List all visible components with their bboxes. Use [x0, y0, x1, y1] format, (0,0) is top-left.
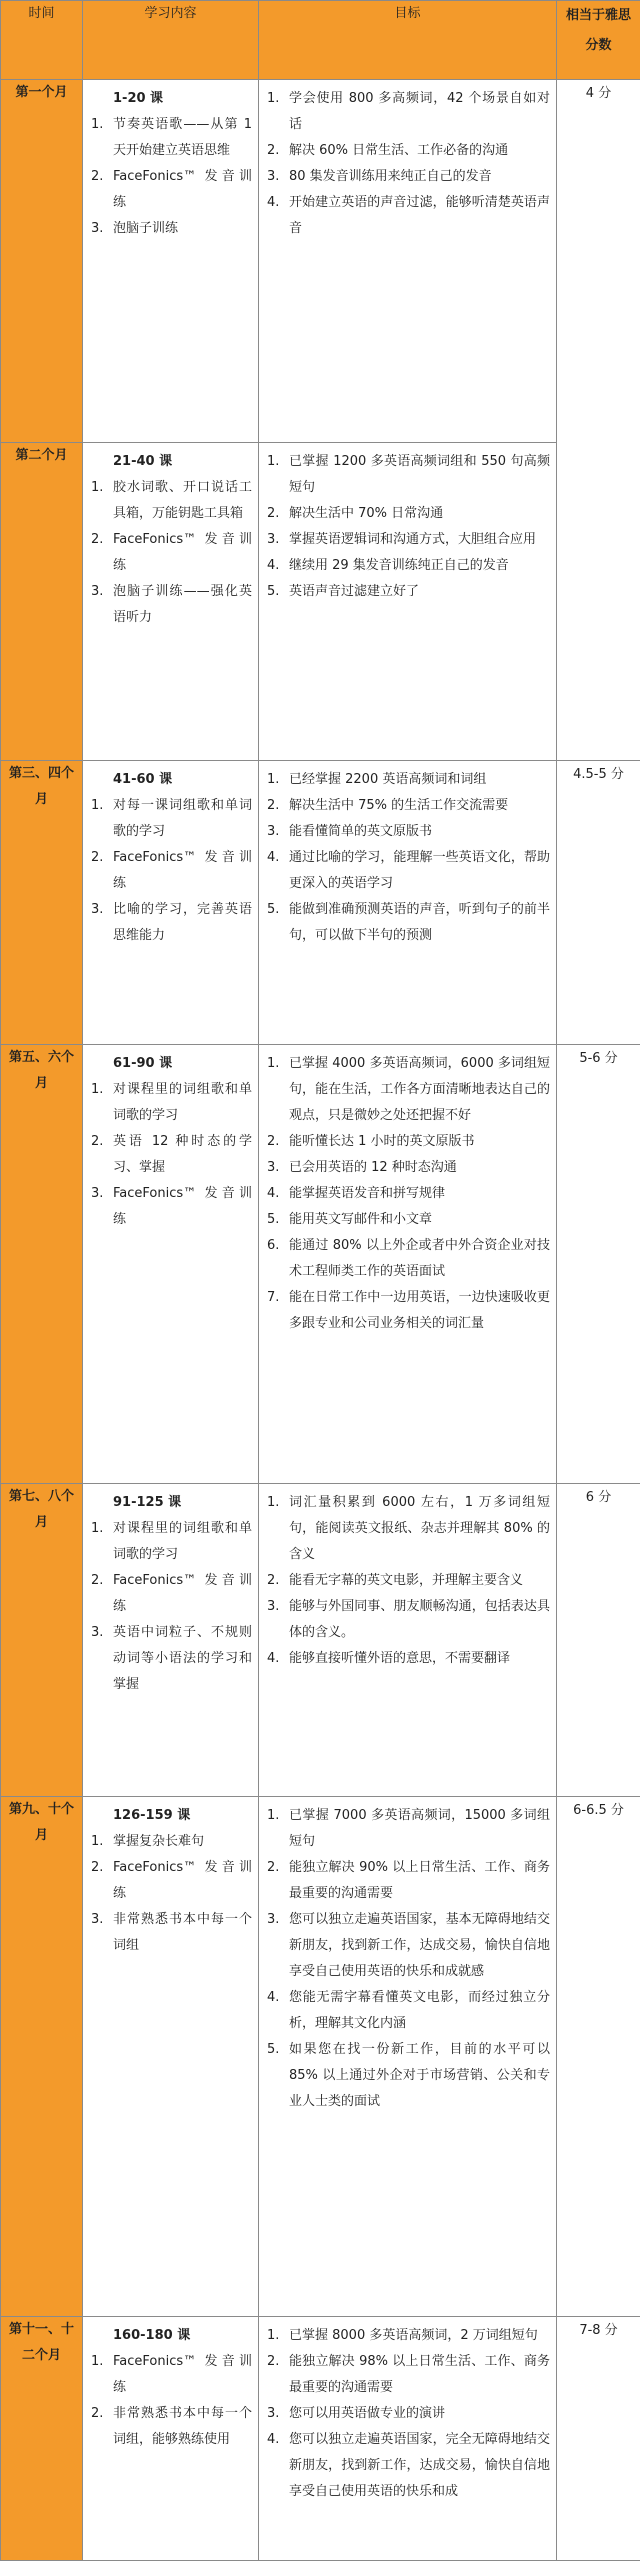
period-cell: 第五、六个月: [1, 1045, 83, 1484]
goal-list: [267, 1051, 550, 1337]
list-item: 1. 对课程里的词组歌和单词歌的学习: [91, 1077, 252, 1129]
content-cell: [83, 2317, 259, 2561]
content-list: [91, 793, 252, 949]
table-row: [1, 80, 640, 443]
content-list: [91, 475, 252, 631]
content-cell: [83, 80, 259, 443]
lesson-range: 1-20 课: [91, 86, 252, 112]
header-content: 学习内容: [83, 1, 259, 80]
list-item: 2. FaceFonics™ 发音训练: [91, 527, 252, 579]
score-cell: 4 分: [557, 80, 640, 761]
period-cell: 第一个月: [1, 80, 83, 443]
header-goal: 目标: [259, 1, 557, 80]
list-item: 5. 英语声音过滤建立好了: [267, 579, 550, 605]
list-item: 4. 通过比喻的学习，能理解一些英语文化，帮助更深入的英语学习: [267, 845, 550, 897]
list-item: 3. 您可以独立走遍英语国家，基本无障碍地结交新朋友，找到新工作，达成交易，愉快自信地享受自己使用英语的快乐和成就感: [267, 1907, 550, 1985]
list-item: 1. 节奏英语歌——从第 1 天开始建立英语思维: [91, 112, 252, 164]
list-item: 1. 对每一课词组歌和单词歌的学习: [91, 793, 252, 845]
period-cell: 第九、十个月: [1, 1797, 83, 2317]
period-cell: 第七、八个月: [1, 1484, 83, 1797]
content-list: [91, 1077, 252, 1233]
goal-list: [267, 767, 550, 949]
goal-cell: [259, 1484, 557, 1797]
list-item: 2. 能独立解决 98% 以上日常生活、工作、商务最重要的沟通需要: [267, 2349, 550, 2401]
list-item: 3. 能够与外国同事、朋友顺畅沟通，包括表达具体的含义。: [267, 1594, 550, 1646]
score-cell: 6 分: [557, 1484, 640, 1797]
score-cell: 4.5-5 分: [557, 761, 640, 1045]
list-item: 3. 泡脑子训练——强化英语听力: [91, 579, 252, 631]
list-item: 3. FaceFonics™ 发音训练: [91, 1181, 252, 1233]
list-item: 2. 解决 60% 日常生活、工作必备的沟通: [267, 138, 550, 164]
list-item: 1. FaceFonics™ 发音训练: [91, 2349, 252, 2401]
list-item: 5. 如果您在找一份新工作，目前的水平可以 85% 以上通过外企对于市场营销、公关和专业人士类的面试: [267, 2037, 550, 2115]
list-item: 2. 能独立解决 90% 以上日常生活、工作、商务最重要的沟通需要: [267, 1855, 550, 1907]
score-cell: 6-6.5 分: [557, 1797, 640, 2317]
lesson-range: 21-40 课: [91, 449, 252, 475]
list-item: 2. FaceFonics™ 发音训练: [91, 164, 252, 216]
lesson-range: 41-60 课: [91, 767, 252, 793]
header-period: 时间: [1, 1, 83, 80]
goal-cell: [259, 761, 557, 1045]
list-item: 4. 能掌握英语发音和拼写规律: [267, 1181, 550, 1207]
content-cell: [83, 1797, 259, 2317]
list-item: 1. 已经掌握 2200 英语高频词和词组: [267, 767, 550, 793]
list-item: 4. 继续用 29 集发音训练纯正自己的发音: [267, 553, 550, 579]
goal-list: [267, 1490, 550, 1672]
goal-list: [267, 449, 550, 605]
period-cell: 第二个月: [1, 443, 83, 761]
list-item: 5. 能用英文写邮件和小文章: [267, 1207, 550, 1233]
table-header-row: [1, 1, 640, 80]
goal-cell: [259, 80, 557, 443]
list-item: 2. FaceFonics™ 发音训练: [91, 845, 252, 897]
list-item: 1. 学会使用 800 多高频词，42 个场景自如对话: [267, 86, 550, 138]
list-item: 5. 能做到准确预测英语的声音，听到句子的前半句，可以做下半句的预测: [267, 897, 550, 949]
content-cell: [83, 761, 259, 1045]
lesson-range: 126-159 课: [91, 1803, 252, 1829]
list-item: 1. 已掌握 1200 多英语高频词组和 550 句高频短句: [267, 449, 550, 501]
goal-list: [267, 86, 550, 242]
list-item: 2. 英语 12 种时态的学习、掌握: [91, 1129, 252, 1181]
list-item: 7. 能在日常工作中一边用英语，一边快速吸收更多跟专业和公司业务相关的词汇量: [267, 1285, 550, 1337]
table-row: [1, 443, 640, 761]
table-row: [1, 1484, 640, 1797]
score-cell: 7-8 分: [557, 2317, 640, 2561]
period-cell: 第十一、十二个月: [1, 2317, 83, 2561]
content-list: [91, 1829, 252, 1959]
table-row: [1, 1797, 640, 2317]
list-item: 3. 您可以用英语做专业的演讲: [267, 2401, 550, 2427]
content-list: [91, 112, 252, 242]
content-cell: [83, 1045, 259, 1484]
table-row: [1, 2317, 640, 2561]
list-item: 2. 解决生活中 75% 的生活工作交流需要: [267, 793, 550, 819]
list-item: 1. 胶水词歌、开口说话工具箱，万能钥匙工具箱: [91, 475, 252, 527]
content-cell: [83, 443, 259, 761]
list-item: 2. 能听懂长达 1 小时的英文原版书: [267, 1129, 550, 1155]
lesson-range: 61-90 课: [91, 1051, 252, 1077]
list-item: 3. 掌握英语逻辑词和沟通方式，大胆组合应用: [267, 527, 550, 553]
header-score: 相当于雅思分数: [557, 1, 640, 80]
table-row: [1, 761, 640, 1045]
list-item: 2. 能看无字幕的英文电影，并理解主要含义: [267, 1568, 550, 1594]
list-item: 2. 解决生活中 70% 日常沟通: [267, 501, 550, 527]
list-item: 3. 80 集发音训练用来纯正自己的发音: [267, 164, 550, 190]
list-item: 1. 已掌握 7000 多英语高频词，15000 多词组短句: [267, 1803, 550, 1855]
list-item: 3. 能看懂简单的英文原版书: [267, 819, 550, 845]
goal-cell: [259, 443, 557, 761]
list-item: 4. 您能无需字幕看懂英文电影，而经过独立分析，理解其文化内涵: [267, 1985, 550, 2037]
list-item: 4. 能够直接听懂外语的意思，不需要翻译: [267, 1646, 550, 1672]
list-item: 3. 比喻的学习，完善英语思维能力: [91, 897, 252, 949]
list-item: 1. 掌握复杂长难句: [91, 1829, 252, 1855]
goal-cell: [259, 1045, 557, 1484]
goal-list: [267, 1803, 550, 2115]
content-list: [91, 2349, 252, 2453]
list-item: 1. 对课程里的词组歌和单词歌的学习: [91, 1516, 252, 1568]
list-item: 1. 已掌握 4000 多英语高频词，6000 多词组短句，能在生活，工作各方面清晰地表达自己的观点，只是微妙之处还把握不好: [267, 1051, 550, 1129]
list-item: 6. 能通过 80% 以上外企或者中外合资企业对技术工程师类工作的英语面试: [267, 1233, 550, 1285]
list-item: 3. 非常熟悉书本中每一个词组: [91, 1907, 252, 1959]
content-cell: [83, 1484, 259, 1797]
goal-cell: [259, 1797, 557, 2317]
list-item: 2. FaceFonics™ 发音训练: [91, 1855, 252, 1907]
list-item: 1. 已掌握 8000 多英语高频词，2 万词组短句: [267, 2323, 550, 2349]
list-item: 3. 泡脑子训练: [91, 216, 252, 242]
list-item: 1. 词汇量积累到 6000 左右，1 万多词组短句，能阅读英文报纸、杂志并理解其 80% 的含义: [267, 1490, 550, 1568]
list-item: 3. 已会用英语的 12 种时态沟通: [267, 1155, 550, 1181]
table-row: [1, 1045, 640, 1484]
list-item: 3. 英语中词粒子、不规则动词等小语法的学习和掌握: [91, 1620, 252, 1698]
lesson-range: 160-180 课: [91, 2323, 252, 2349]
period-cell: 第三、四个月: [1, 761, 83, 1045]
score-cell: 5-6 分: [557, 1045, 640, 1484]
list-item: 2. FaceFonics™ 发音训练: [91, 1568, 252, 1620]
lesson-range: 91-125 课: [91, 1490, 252, 1516]
goal-list: [267, 2323, 550, 2505]
goal-cell: [259, 2317, 557, 2561]
list-item: 4. 您可以独立走遍英语国家，完全无障碍地结交新朋友，找到新工作，达成交易，愉快自信地享受自己使用英语的快乐和成: [267, 2427, 550, 2505]
content-list: [91, 1516, 252, 1698]
list-item: 2. 非常熟悉书本中每一个词组，能够熟练使用: [91, 2401, 252, 2453]
list-item: 4. 开始建立英语的声音过滤，能够听清楚英语声音: [267, 190, 550, 242]
